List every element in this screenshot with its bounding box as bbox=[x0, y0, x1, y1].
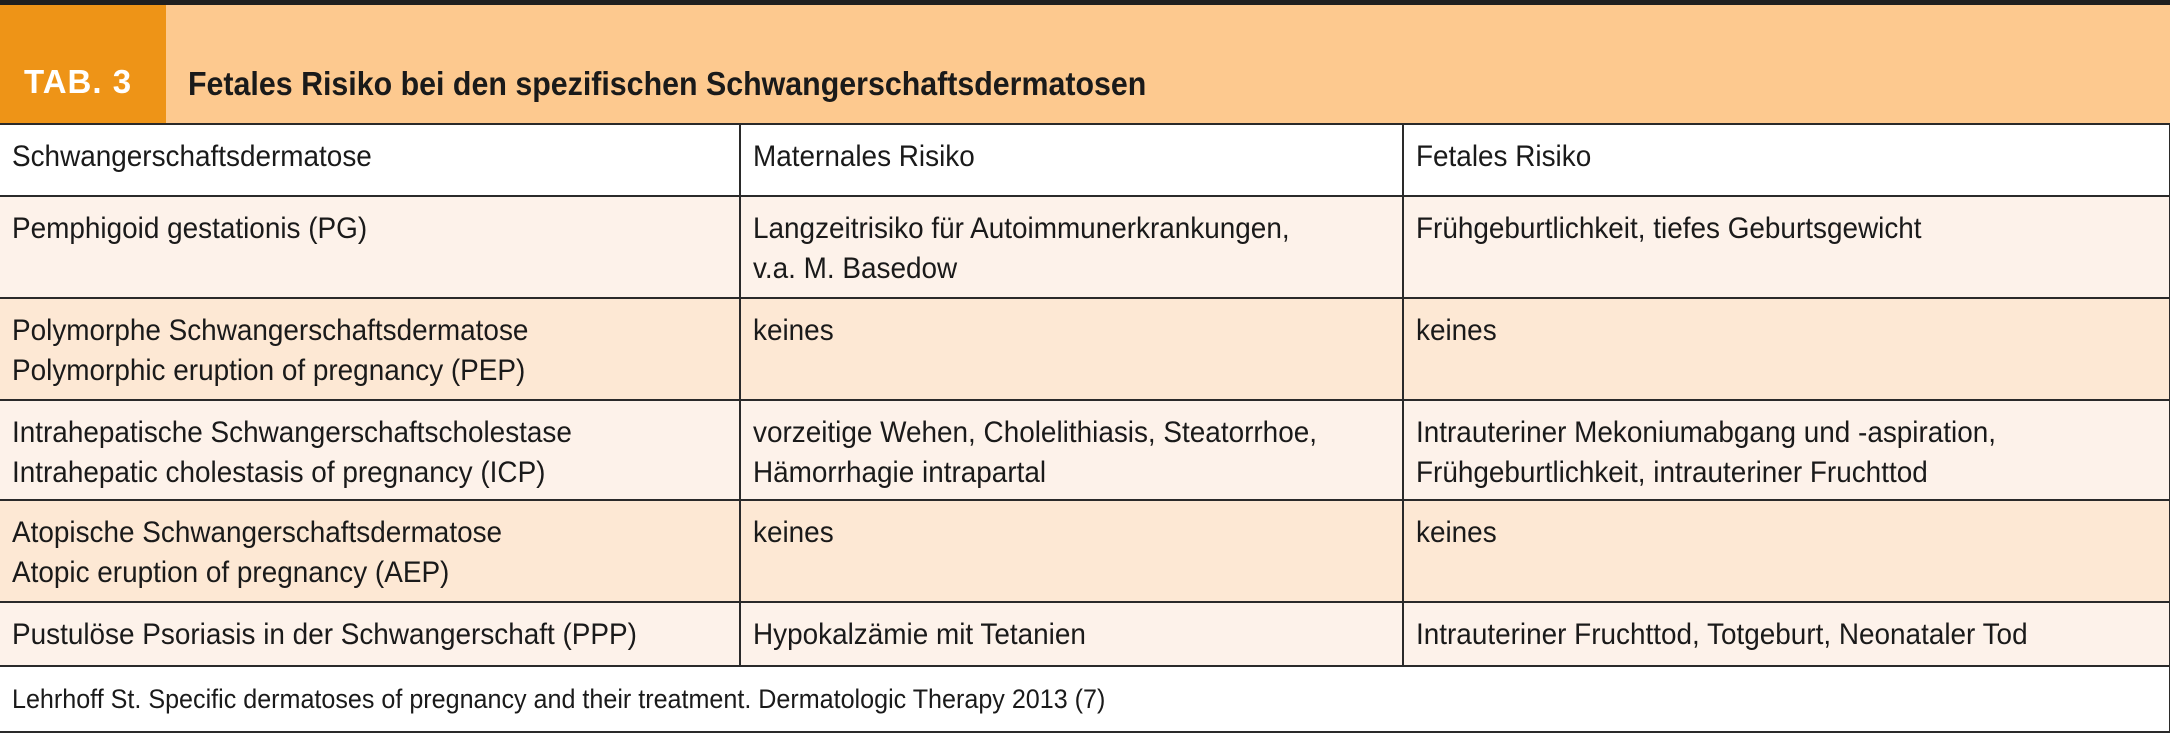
column-header-fetal: Fetales Risiko bbox=[1403, 124, 2170, 196]
cell-dermatose: Polymorphe Schwangerschaftsdermatose Polymorphic eruption of pregnancy (PEP) bbox=[0, 298, 740, 400]
cell-maternal: Langzeitrisiko für Autoimmunerkrankungen, v.a. M. Basedow bbox=[740, 196, 1403, 298]
risk-table bbox=[0, 123, 2170, 733]
table-row bbox=[0, 400, 2170, 500]
cell-maternal: keines bbox=[740, 500, 1403, 602]
cell-fetal: Frühgeburtlichkeit, tiefes Geburtsgewicht bbox=[1403, 196, 2170, 298]
column-header-maternal: Maternales Risiko bbox=[740, 124, 1403, 196]
cell-fetal: keines bbox=[1403, 298, 2170, 400]
cell-fetal: keines bbox=[1403, 500, 2170, 602]
cell-dermatose: Atopische Schwangerschaftsdermatose Atopic eruption of pregnancy (AEP) bbox=[0, 500, 740, 602]
cell-maternal: Hypokalzämie mit Tetanien bbox=[740, 602, 1403, 666]
table-row bbox=[0, 196, 2170, 298]
column-header-row bbox=[0, 124, 2170, 196]
cell-maternal: vorzeitige Wehen, Cholelithiasis, Steatorrhoe, Hämorrhagie intrapartal bbox=[740, 400, 1403, 500]
cell-dermatose: Pemphigoid gestationis (PG) bbox=[0, 196, 740, 298]
cell-dermatose: Pustulöse Psoriasis in der Schwangerschaft (PPP) bbox=[0, 602, 740, 666]
table-header-bar bbox=[0, 5, 2170, 123]
source-citation: Lehrhoff St. Specific dermatoses of pregnancy and their treatment. Dermatologic Therapy 2013 (7) bbox=[0, 666, 2170, 732]
table-row bbox=[0, 298, 2170, 400]
table-row bbox=[0, 602, 2170, 666]
table-title: Fetales Risiko bei den spezifischen Schwangerschaftsdermatosen bbox=[188, 65, 1147, 102]
cell-fetal: Intrauteriner Fruchttod, Totgeburt, Neonataler Tod bbox=[1403, 602, 2170, 666]
cell-maternal: keines bbox=[740, 298, 1403, 400]
cell-fetal: Intrauteriner Mekoniumabgang und -aspiration, Frühgeburtlichkeit, intrauteriner Fruchttod bbox=[1403, 400, 2170, 500]
table-number-label: TAB. 3 bbox=[24, 63, 133, 100]
cell-dermatose: Intrahepatische Schwangerschaftscholestase Intrahepatic cholestasis of pregnancy (ICP) bbox=[0, 400, 740, 500]
source-row bbox=[0, 666, 2170, 732]
column-header-dermatose: Schwangerschaftsdermatose bbox=[0, 124, 740, 196]
table-row bbox=[0, 500, 2170, 602]
table-number-badge bbox=[0, 5, 166, 123]
